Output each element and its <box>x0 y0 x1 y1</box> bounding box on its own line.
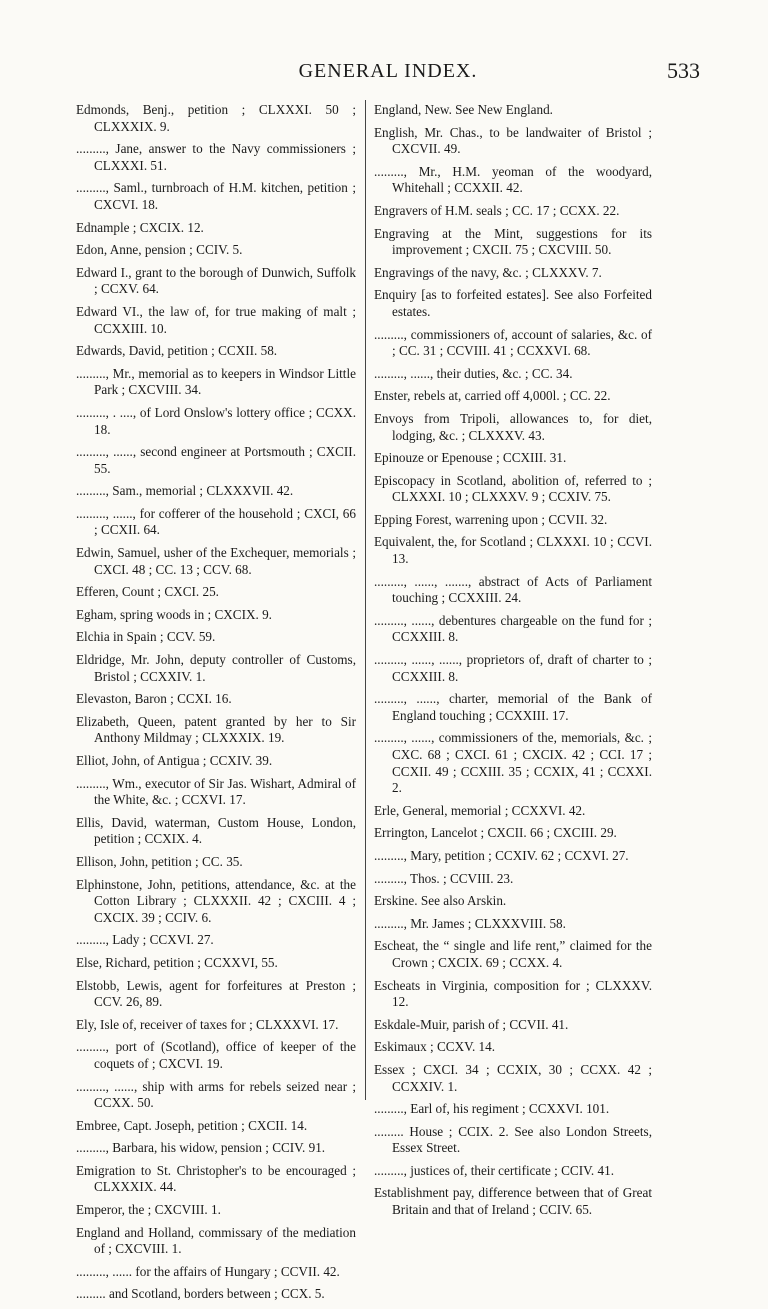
index-entry: ......... House ; CCIX. 2. See also London Streets, Essex Street. <box>374 1123 652 1156</box>
index-entry: Escheat, the “ single and life rent,” claimed for the Crown ; CXCIX. 69 ; CCXX. 4. <box>374 938 652 970</box>
page-header <box>78 58 698 88</box>
index-entry: Edmonds, Benj., petition ; CLXXXI. 50 ; CLXXXIX. 9. <box>76 102 356 134</box>
index-entry: ........., ......, commissioners of the, memorials, &c. ; CXC. 68 ; CXCI. 61 ; CXCIX. 42 ; CCI. 17 ; CCXII. 49 ; CCXIII. 35 ; CCXIX, 41 ; CCXXI. 2. <box>374 730 652 796</box>
index-entry: ........., Lady ; CCXVI. 27. <box>76 932 214 948</box>
index-entry: ........., ...... for the affairs of Hungary ; CCVII. 42. <box>76 1263 340 1279</box>
index-entry: Enster, rebels at, carried off 4,000l. ; CC. 22. <box>374 388 611 404</box>
index-entry: ........., Jane, answer to the Navy commissioners ; CLXXXI. 51. <box>76 141 356 173</box>
index-entry: Elliot, John, of Antigua ; CCXIV. 39. <box>76 753 273 768</box>
running-title: GENERAL INDEX. <box>298 60 478 82</box>
index-entry: Ednample ; CXCIX. 12. <box>76 219 204 235</box>
index-entry: Engraving at the Mint, suggestions for its improvement ; CXCII. 75 ; CXCVIII. 50. <box>374 225 652 258</box>
index-entry: Efferen, Count ; CXCI. 25. <box>76 584 219 600</box>
left-column <box>76 102 356 1309</box>
index-entry: Enquiry [as to forfeited estates]. See also Forfeited estates. <box>374 287 652 319</box>
index-entry: ........., Thos. ; CCVIII. 23. <box>374 870 514 886</box>
index-entry: ........., ......, charter, memorial of the Bank of England touching ; CCXXIII. 17. <box>374 691 652 723</box>
index-entry: ........., ......, ......, proprietors of, draft of charter to ; CCXXIII. 8. <box>374 652 652 684</box>
index-entry: England and Holland, commissary of the mediation of ; CXCVIII. 1. <box>76 1224 356 1257</box>
index-entry: Ellison, John, petition ; CC. 35. <box>76 853 243 869</box>
index-entry: ......... and Scotland, borders between ; CCX. 5. <box>76 1286 325 1302</box>
index-entry: Eldridge, Mr. John, deputy controller of Customs, Bristol ; CCXXIV. 1. <box>76 652 356 684</box>
index-entry: English, Mr. Chas., to be landwaiter of Bristol ; CXCVII. 49. <box>374 124 652 157</box>
index-entry: ........., . ...., of Lord Onslow's lottery office ; CCXX. 18. <box>76 404 356 437</box>
right-column <box>374 102 652 1225</box>
index-entry: Emigration to St. Christopher's to be encouraged ; CLXXXIX. 44. <box>76 1162 356 1195</box>
index-entry: Else, Richard, petition ; CCXXVI, 55. <box>76 954 278 970</box>
index-entry: Embree, Capt. Joseph, petition ; CXCII. 14. <box>76 1117 308 1133</box>
index-entry: Ely, Isle of, receiver of taxes for ; CLXXXVI. 17. <box>76 1016 339 1032</box>
index-entry: ........., ......, debentures chargeable on the fund for ; CCXXIII. 8. <box>374 612 652 645</box>
index-entry: ........., Earl of, his regiment ; CCXXVI. 101. <box>374 1101 610 1117</box>
index-entry: Elchia in Spain ; CCV. 59. <box>76 629 216 645</box>
index-entry: ........., Sam., memorial ; CLXXXVII. 42. <box>76 483 294 499</box>
index-entry: Eskdale-Muir, parish of ; CCVII. 41. <box>374 1016 569 1032</box>
index-entry: Egham, spring woods in ; CXCIX. 9. <box>76 606 272 622</box>
index-entry: ........., ......, ship with arms for rebels seized near ; CCXX. 50. <box>76 1078 356 1111</box>
index-entry: Escheats in Virginia, composition for ; CLXXXV. 12. <box>374 977 652 1010</box>
index-entry: Edwin, Samuel, usher of the Exchequer, memorials ; CXCI. 48 ; CC. 13 ; CCV. 68. <box>76 545 356 577</box>
index-entry: Essex ; CXCI. 34 ; CCXIX, 30 ; CCXX. 42 ; CCXXIV. 1. <box>374 1061 652 1094</box>
page-number: 533 <box>667 58 700 83</box>
index-entry: Envoys from Tripoli, allowances to, for diet, lodging, &c. ; CLXXXV. 43. <box>374 410 652 443</box>
index-entry: Ellis, David, waterman, Custom House, London, petition ; CCXIX. 4. <box>76 814 356 847</box>
index-entry: Elizabeth, Queen, patent granted by her to Sir Anthony Mildmay ; CLXXXIX. 19. <box>76 713 356 746</box>
index-entry: Elstobb, Lewis, agent for forfeitures at Preston ; CCV. 26, 89. <box>76 977 356 1010</box>
index-entry: Episcopacy in Scotland, abolition of, referred to ; CLXXXI. 10 ; CLXXXV. 9 ; CCXIV. 75. <box>374 472 652 505</box>
index-entry: ........., commissioners of, account of salaries, &c. of ; CC. 31 ; CCVIII. 41 ; CCXXVI. 68. <box>374 326 652 359</box>
index-entry: England, New. See New England. <box>374 102 553 117</box>
index-entry: Erle, General, memorial ; CCXXVI. 42. <box>374 802 586 818</box>
index-entry: Establishment pay, difference between that of Great Britain and that of Ireland ; CCIV. 65. <box>374 1185 652 1218</box>
index-entry: Epinouze or Epenouse ; CCXIII. 31. <box>374 450 567 466</box>
index-entry: Equivalent, the, for Scotland ; CLXXXI. 10 ; CCVI. 13. <box>374 534 652 567</box>
index-entry: ........., ......, ......., abstract of Acts of Parliament touching ; CCXXIII. 24. <box>374 573 652 606</box>
index-entry: Eskimaux ; CCXV. 14. <box>374 1039 496 1055</box>
index-entry: ........., Mr. James ; CLXXXVIII. 58. <box>374 915 566 931</box>
index-entry: Edwards, David, petition ; CCXII. 58. <box>76 343 278 359</box>
index-entry: Edon, Anne, pension ; CCIV. 5. <box>76 242 243 258</box>
index-entry: ........., Barbara, his widow, pension ; CCIV. 91. <box>76 1140 326 1156</box>
index-entry: Elevaston, Baron ; CCXI. 16. <box>76 691 232 707</box>
index-entry: Engravers of H.M. seals ; CC. 17 ; CCXX. 22. <box>374 202 620 218</box>
index-entry: ........., Mary, petition ; CCXIV. 62 ; CCXVI. 27. <box>374 847 629 863</box>
index-entry: ........., port of (Scotland), office of keeper of the coquets of ; CXCVI. 19. <box>76 1039 356 1071</box>
column-divider <box>365 100 366 1100</box>
index-entry: Emperor, the ; CXCVIII. 1. <box>76 1202 221 1218</box>
index-entry: ........., Wm., executor of Sir Jas. Wishart, Admiral of the White, &c. ; CCXVI. 17. <box>76 775 356 808</box>
index-entry: Elphinstone, John, petitions, attendance, &c. at the Cotton Library ; CLXXXII. 42 ; CXCIII. 4 ; CXCIX. 39 ; CCIV. 6. <box>76 876 356 925</box>
index-entry: Engravings of the navy, &c. ; CLXXXV. 7. <box>374 264 602 280</box>
index-entry: ........., justices of, their certificate ; CCIV. 41. <box>374 1162 615 1178</box>
index-entry: Edward I., grant to the borough of Dunwich, Suffolk ; CCXV. 64. <box>76 264 356 297</box>
index-entry: ........., Mr., memorial as to keepers in Windsor Little Park ; CXCVIII. 34. <box>76 365 356 398</box>
index-entry: ........., ......, their duties, &c. ; CC. 34. <box>374 365 573 381</box>
index-entry: ........., Saml., turnbroach of H.M. kitchen, petition ; CXCVI. 18. <box>76 180 356 212</box>
index-entry: ........., ......, for cofferer of the household ; CXCI, 66 ; CCXII. 64. <box>76 505 356 538</box>
index-entry: Edward VI., the law of, for true making of malt ; CCXXIII. 10. <box>76 303 356 336</box>
index-entry: Erskine. See also Arskin. <box>374 893 507 909</box>
index-entry: Epping Forest, warrening upon ; CCVII. 32. <box>374 511 608 527</box>
index-entry: ........., Mr., H.M. yeoman of the woodyard, Whitehall ; CCXXII. 42. <box>374 163 652 196</box>
index-entry: Errington, Lancelot ; CXCII. 66 ; CXCIII. 29. <box>374 825 617 841</box>
index-entry: ........., ......, second engineer at Portsmouth ; CXCII. 55. <box>76 444 356 476</box>
